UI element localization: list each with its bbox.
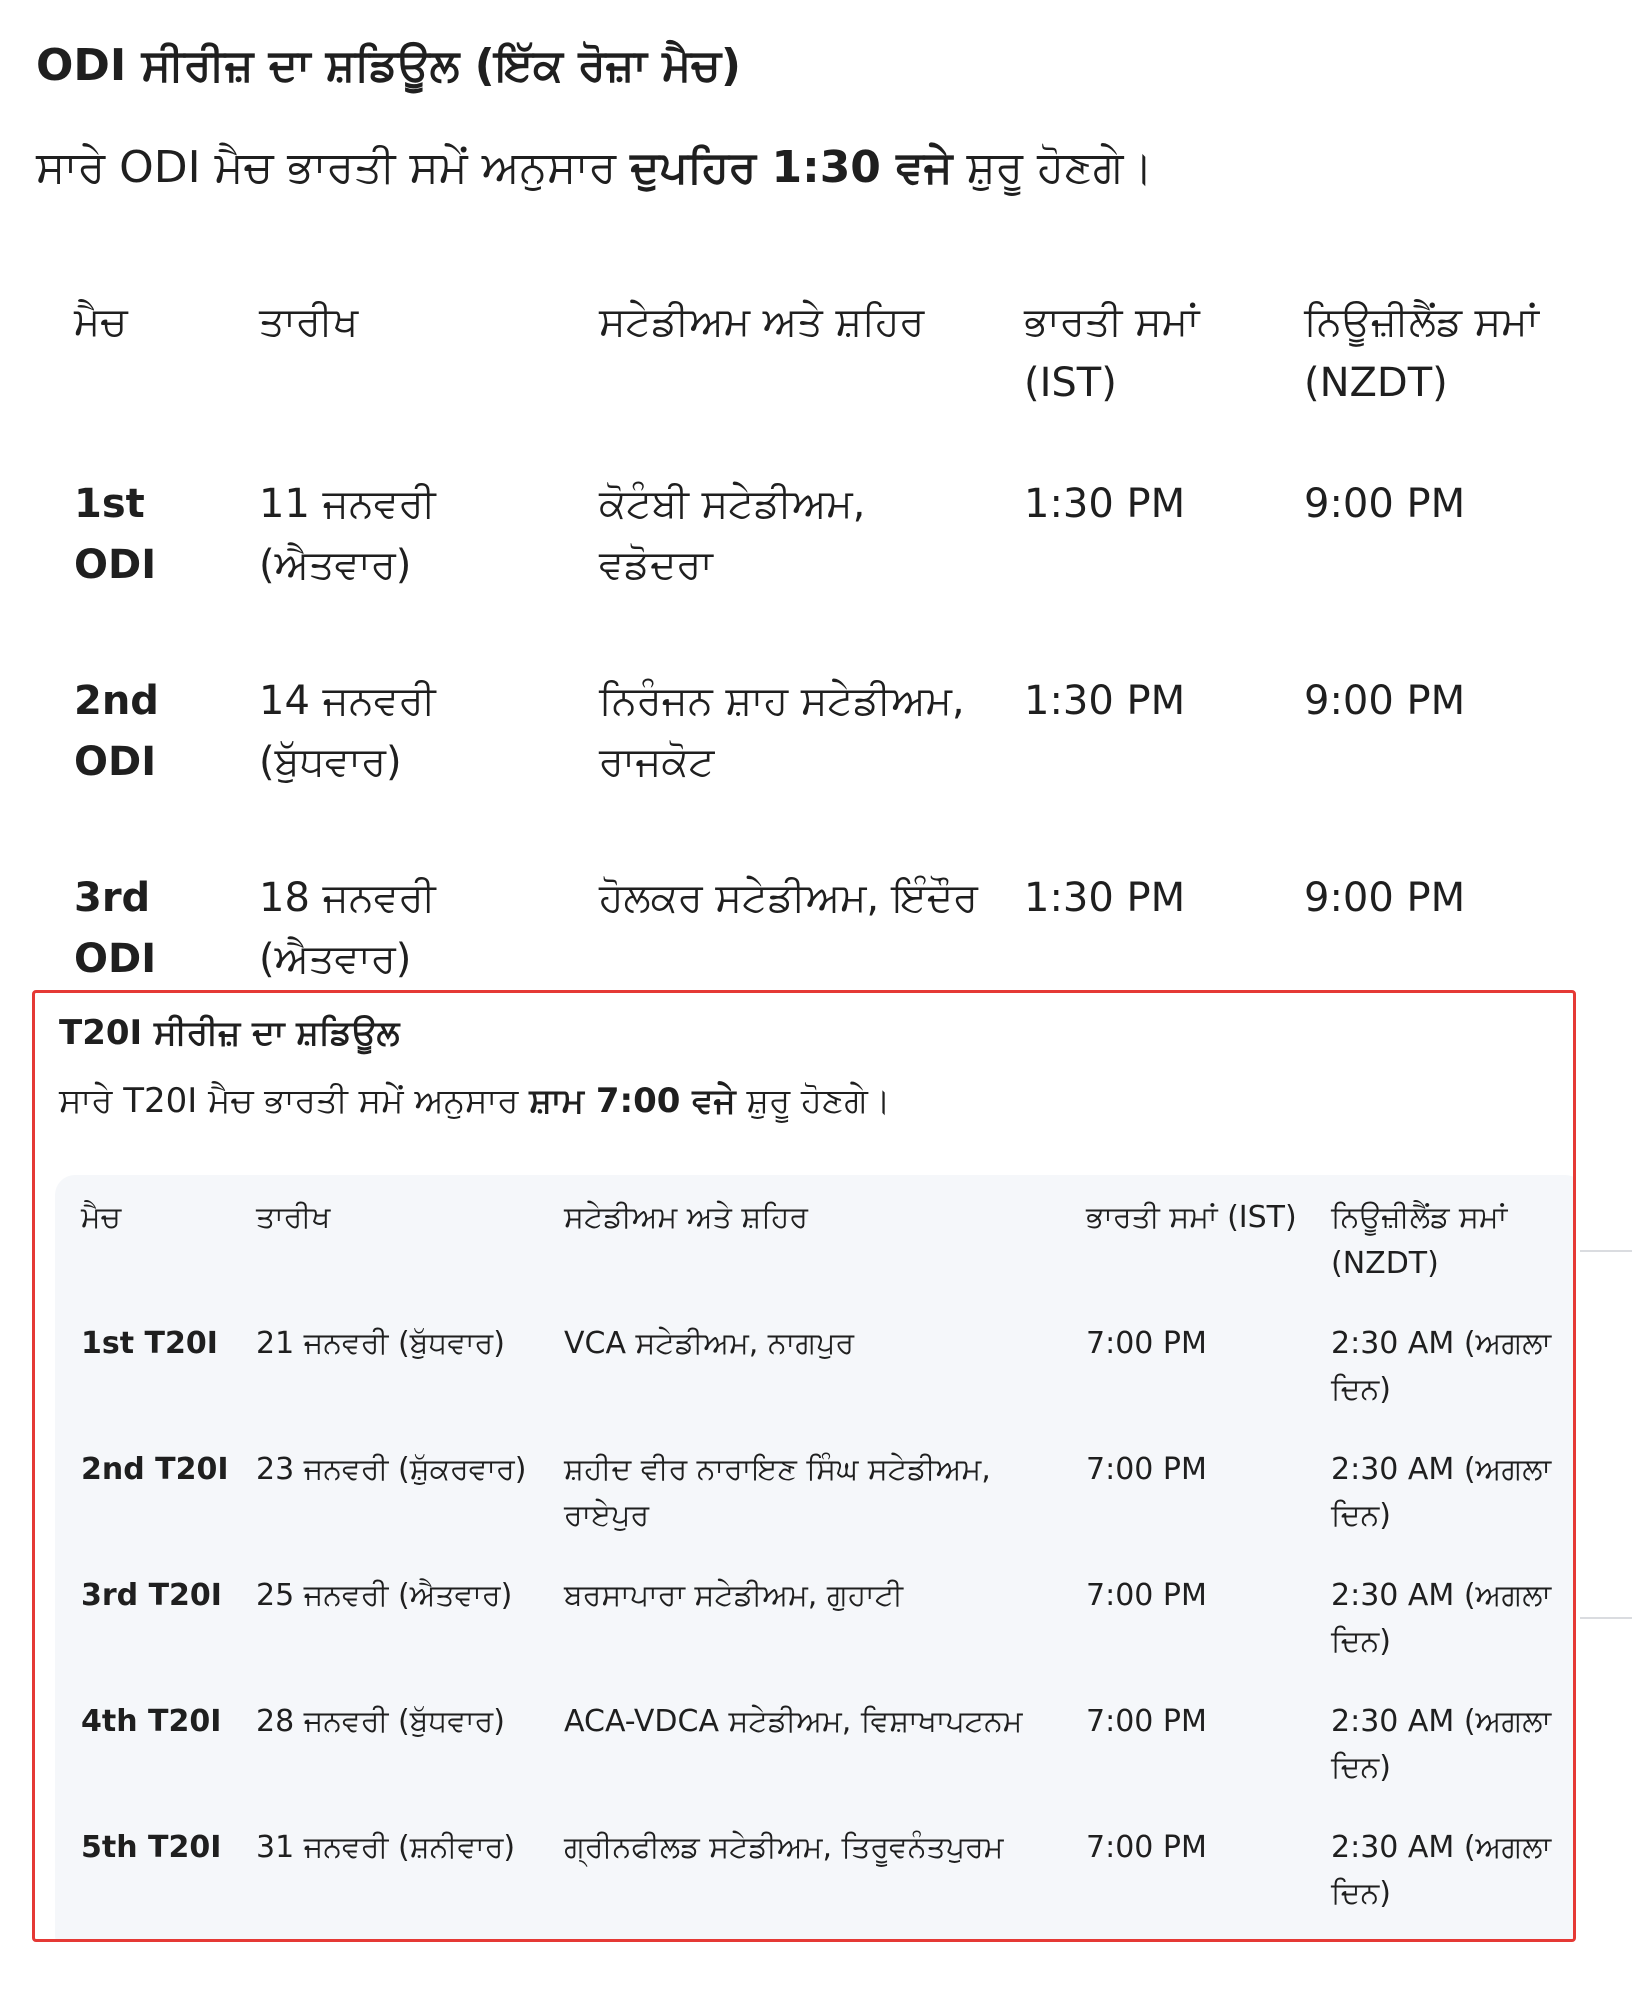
nzdt-cell: 2:30 AM (ਅਗਲਾ ਦਿਨ) bbox=[1331, 1830, 1552, 1911]
date-cell: 28 ਜਨਵਰੀ (ਬੁੱਧਵਾਰ) bbox=[256, 1704, 505, 1739]
odi-intro bbox=[36, 138, 1153, 198]
date-cell: 21 ਜਨਵਰੀ (ਬੁੱਧਵਾਰ) bbox=[256, 1326, 505, 1361]
nzdt-cell: 2:30 AM (ਅਗਲਾ ਦਿਨ) bbox=[1331, 1704, 1552, 1785]
ist-cell: 7:00 PM bbox=[1086, 1578, 1207, 1613]
t20-heading: T20I ਸੀਰੀਜ਼ ਦਾ ਸ਼ਡਿਊਲ bbox=[59, 1013, 400, 1053]
t20-col-match: ਮੈਚ bbox=[81, 1200, 121, 1235]
odi-col-nzdt: ਨਿਊਜ਼ੀਲੈਂਡ ਸਮਾਂ (NZDT) bbox=[1304, 299, 1539, 406]
ist-cell: 7:00 PM bbox=[1086, 1326, 1207, 1361]
table-row bbox=[55, 1307, 1576, 1433]
venue-cell: VCA ਸਟੇਡੀਅਮ, ਨਾਗਪੁਰ bbox=[564, 1326, 855, 1361]
date-cell: 23 ਜਨਵਰੀ (ਸ਼ੁੱਕਰਵਾਰ) bbox=[256, 1452, 527, 1487]
table-row bbox=[55, 1433, 1576, 1559]
date-cell: 31 ਜਨਵਰੀ (ਸ਼ਨੀਵਾਰ) bbox=[256, 1830, 516, 1865]
nzdt-cell: 2:30 AM (ਅਗਲਾ ਦਿਨ) bbox=[1331, 1578, 1552, 1659]
date-cell: 18 ਜਨਵਰੀ (ਐਤਵਾਰ) bbox=[259, 875, 436, 982]
date-cell: 14 ਜਨਵਰੀ (ਬੁੱਧਵਾਰ) bbox=[259, 678, 436, 785]
table-row bbox=[55, 1559, 1576, 1685]
t20-header-row bbox=[55, 1181, 1576, 1307]
table-row bbox=[55, 1811, 1576, 1937]
match-cell: 3rd ODI bbox=[74, 875, 157, 982]
odi-intro-time: ਦੁਪਹਿਰ 1:30 ਵਜੇ bbox=[630, 142, 953, 193]
odi-intro-suffix: ਸ਼ੁਰੂ ਹੋਣਗੇ। bbox=[952, 142, 1154, 193]
venue-cell: ਬਰਸਾਪਾਰਾ ਸਟੇਡੀਅਮ, ਗੁਹਾਟੀ bbox=[564, 1578, 904, 1613]
ist-cell: 1:30 PM bbox=[1024, 481, 1186, 527]
venue-cell: ਨਿਰੰਜਨ ਸ਼ਾਹ ਸਟੇਡੀਅਮ, ਰਾਜਕੋਟ bbox=[599, 678, 965, 785]
odi-header-row bbox=[40, 270, 1632, 448]
t20-intro-suffix: ਸ਼ੁਰੂ ਹੋਣਗੇ। bbox=[735, 1081, 891, 1121]
divider bbox=[1580, 1250, 1632, 1252]
table-row bbox=[40, 448, 1632, 645]
ist-cell: 7:00 PM bbox=[1086, 1704, 1207, 1739]
t20-col-nzdt: ਨਿਊਜ਼ੀਲੈਂਡ ਸਮਾਂ (NZDT) bbox=[1331, 1200, 1508, 1281]
match-cell: 5th T20I bbox=[81, 1830, 222, 1865]
ist-cell: 7:00 PM bbox=[1086, 1452, 1207, 1487]
odi-col-ist: ਭਾਰਤੀ ਸਮਾਂ (IST) bbox=[1024, 299, 1200, 406]
table-row bbox=[55, 1685, 1576, 1811]
t20-highlight-box bbox=[32, 990, 1576, 1942]
odi-schedule-table bbox=[40, 270, 1632, 1039]
match-cell: 3rd T20I bbox=[81, 1578, 222, 1613]
venue-cell: ACA-VDCA ਸਟੇਡੀਅਮ, ਵਿਸ਼ਾਖਾਪਟਨਮ bbox=[564, 1704, 1023, 1739]
t20-table-panel bbox=[55, 1175, 1576, 1942]
venue-cell: ਕੋਟੰਬੀ ਸਟੇਡੀਅਮ, ਵਡੋਦਰਾ bbox=[599, 481, 866, 588]
nzdt-cell: 2:30 AM (ਅਗਲਾ ਦਿਨ) bbox=[1331, 1452, 1552, 1533]
t20-intro-prefix: ਸਾਰੇ T20I ਮੈਚ ਭਾਰਤੀ ਸਮੇਂ ਅਨੁਸਾਰ bbox=[59, 1081, 530, 1121]
match-cell: 4th T20I bbox=[81, 1704, 222, 1739]
t20-intro bbox=[59, 1077, 891, 1125]
odi-col-date: ਤਾਰੀਖ bbox=[259, 299, 359, 345]
ist-cell: 7:00 PM bbox=[1086, 1830, 1207, 1865]
date-cell: 25 ਜਨਵਰੀ (ਐਤਵਾਰ) bbox=[256, 1578, 513, 1613]
nzdt-cell: 2:30 AM (ਅਗਲਾ ਦਿਨ) bbox=[1331, 1326, 1552, 1407]
t20-intro-time: ਸ਼ਾਮ 7:00 ਵਜੇ bbox=[529, 1081, 736, 1121]
match-cell: 2nd ODI bbox=[74, 678, 159, 785]
match-cell: 2nd T20I bbox=[81, 1452, 229, 1487]
match-cell: 1st T20I bbox=[81, 1326, 218, 1361]
ist-cell: 1:30 PM bbox=[1024, 678, 1186, 724]
t20-col-ist: ਭਾਰਤੀ ਸਮਾਂ (IST) bbox=[1086, 1200, 1297, 1235]
match-cell: 1st ODI bbox=[74, 481, 157, 588]
odi-intro-prefix: ਸਾਰੇ ODI ਮੈਚ ਭਾਰਤੀ ਸਮੇਂ ਅਨੁਸਾਰ bbox=[36, 142, 631, 193]
nzdt-cell: 9:00 PM bbox=[1304, 481, 1466, 527]
table-row bbox=[40, 645, 1632, 842]
odi-col-match: ਮੈਚ bbox=[74, 299, 128, 345]
nzdt-cell: 9:00 PM bbox=[1304, 875, 1466, 921]
venue-cell: ਸ਼ਹੀਦ ਵੀਰ ਨਾਰਾਇਣ ਸਿੰਘ ਸਟੇਡੀਅਮ, ਰਾਏਪੁਰ bbox=[564, 1452, 991, 1533]
odi-col-venue: ਸਟੇਡੀਅਮ ਅਤੇ ਸ਼ਹਿਰ bbox=[599, 299, 925, 345]
venue-cell: ਗ੍ਰੀਨਫੀਲਡ ਸਟੇਡੀਅਮ, ਤਿਰੂਵਨੰਤਪੁਰਮ bbox=[564, 1830, 1004, 1865]
divider bbox=[1580, 1617, 1632, 1619]
venue-cell: ਹੋਲਕਰ ਸਟੇਡੀਅਮ, ਇੰਦੌਰ bbox=[599, 875, 978, 921]
t20-col-date: ਤਾਰੀਖ bbox=[256, 1200, 331, 1235]
date-cell: 11 ਜਨਵਰੀ (ਐਤਵਾਰ) bbox=[259, 481, 436, 588]
odi-heading: ODI ਸੀਰੀਜ਼ ਦਾ ਸ਼ਡਿਊਲ (ਇੱਕ ਰੋਜ਼ਾ ਮੈਚ) bbox=[36, 40, 741, 91]
ist-cell: 1:30 PM bbox=[1024, 875, 1186, 921]
nzdt-cell: 9:00 PM bbox=[1304, 678, 1466, 724]
t20-col-venue: ਸਟੇਡੀਅਮ ਅਤੇ ਸ਼ਹਿਰ bbox=[564, 1200, 809, 1235]
t20-schedule-table bbox=[55, 1181, 1576, 1937]
